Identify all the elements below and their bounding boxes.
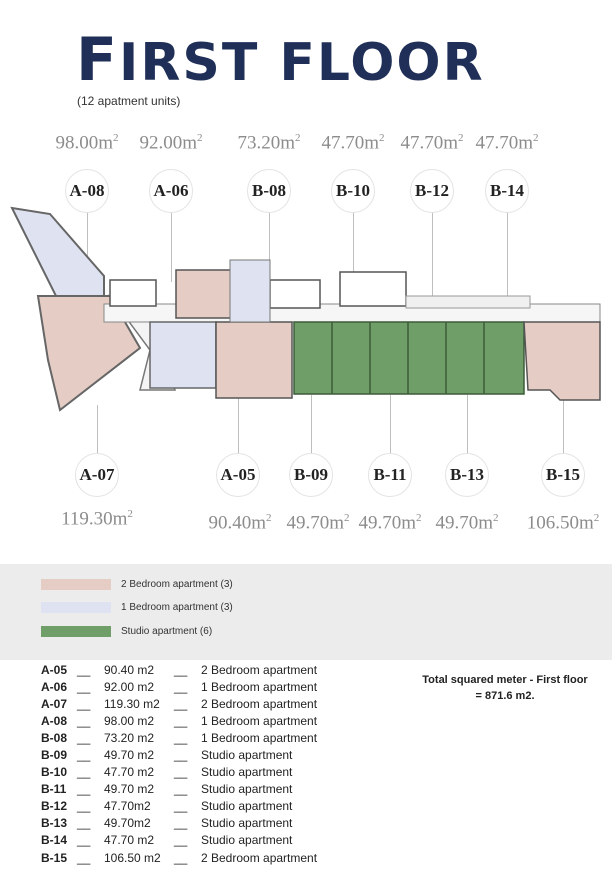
area-bottom-a07 xyxy=(61,508,133,530)
separator: __ xyxy=(174,833,188,848)
separator: __ xyxy=(77,816,91,831)
legend-label: Studio apartment (6) xyxy=(121,626,213,637)
unit-label-b11[interactable]: B-11 xyxy=(368,453,412,497)
unit-type: 2 Bedroom apartment xyxy=(201,696,318,711)
unit-code: B-15 xyxy=(41,850,68,865)
unit-row xyxy=(41,678,317,695)
unit-code: B-14 xyxy=(41,833,68,848)
unit-area: 49.70m2 xyxy=(104,816,151,831)
unit-code: B-12 xyxy=(41,799,68,814)
area-bottom-b09 xyxy=(286,512,349,534)
unit-type: Studio apartment xyxy=(201,816,293,831)
wing-left-a08 xyxy=(12,208,104,296)
unit-area: 47.70 m2 xyxy=(104,765,155,780)
unit-code: B-08 xyxy=(41,730,68,745)
area-unit-sup: 2 xyxy=(493,512,499,524)
separator: __ xyxy=(174,662,188,677)
unit-code: A-05 xyxy=(41,662,68,677)
area-value: 119.30m xyxy=(61,508,128,530)
title-rest: IRST FLOOR xyxy=(119,33,485,93)
area-value: 49.70m xyxy=(435,512,494,534)
legend-item-2br xyxy=(41,579,233,590)
area-value: 49.70m xyxy=(358,512,417,534)
unit-row xyxy=(41,712,317,729)
area-value: 92.00m xyxy=(139,132,198,154)
unit-area: 90.40 m2 xyxy=(104,662,155,677)
unit-type: Studio apartment xyxy=(201,765,293,780)
unit-area: 47.70 m2 xyxy=(104,833,155,848)
unit-type: 1 Bedroom apartment xyxy=(201,679,318,694)
area-unit-sup: 2 xyxy=(458,132,464,144)
unit-label-b10[interactable]: B-10 xyxy=(331,169,375,213)
unit-row xyxy=(41,661,317,678)
unit-area: 98.00 m2 xyxy=(104,713,155,728)
unit-list xyxy=(41,661,317,866)
unit-code: B-10 xyxy=(41,765,68,780)
area-unit-sup: 2 xyxy=(593,512,600,524)
area-top-b14 xyxy=(475,132,538,154)
area-unit-sup: 2 xyxy=(344,512,350,524)
separator: __ xyxy=(77,713,91,728)
unit-label-b15[interactable]: B-15 xyxy=(541,453,585,497)
separator: __ xyxy=(174,799,188,814)
legend-swatch xyxy=(41,579,111,590)
legend-label: 2 Bedroom apartment (3) xyxy=(121,579,233,590)
unit-label-b08[interactable]: B-08 xyxy=(247,169,291,213)
area-unit-sup: 2 xyxy=(533,132,539,144)
unit-area: 119.30 m2 xyxy=(104,696,160,711)
unit-row xyxy=(41,815,317,832)
unit-a05b-block xyxy=(216,322,292,398)
upper-corridor xyxy=(406,296,530,308)
unit-type: Studio apartment xyxy=(201,748,293,763)
area-value: 98.00m xyxy=(55,132,114,154)
unit-code: B-13 xyxy=(41,816,68,831)
separator: __ xyxy=(77,696,91,711)
area-unit-sup: 2 xyxy=(416,512,422,524)
unit-a05-block xyxy=(150,322,216,388)
unit-label-a08[interactable]: A-08 xyxy=(65,169,109,213)
area-unit-sup: 2 xyxy=(266,512,272,524)
separator: __ xyxy=(77,799,91,814)
separator: __ xyxy=(174,679,188,694)
legend-swatch xyxy=(41,626,111,637)
page-subtitle: (12 apatment units) xyxy=(77,94,181,108)
unit-row xyxy=(41,746,317,763)
separator: __ xyxy=(77,765,91,780)
page-title: FIRST FLOOR xyxy=(76,25,485,95)
area-unit-sup: 2 xyxy=(379,132,385,144)
area-bottom-a05 xyxy=(208,512,271,534)
unit-code: B-09 xyxy=(41,748,68,763)
area-bottom-b11 xyxy=(358,512,421,534)
separator: __ xyxy=(174,782,188,797)
unit-label-a07[interactable]: A-07 xyxy=(75,453,119,497)
stair-core-right xyxy=(340,272,406,306)
unit-type: 1 Bedroom apartment xyxy=(201,713,318,728)
unit-row xyxy=(41,798,317,815)
separator: __ xyxy=(77,850,91,865)
area-value: 47.70m xyxy=(475,132,534,154)
unit-code: A-06 xyxy=(41,679,68,694)
area-top-b08 xyxy=(237,132,300,154)
total-area xyxy=(375,672,612,704)
unit-code: A-08 xyxy=(41,713,68,728)
unit-label-b13[interactable]: B-13 xyxy=(445,453,489,497)
area-value: 106.50m xyxy=(526,512,594,534)
legend-item-1br xyxy=(41,602,233,613)
unit-area: 92.00 m2 xyxy=(104,679,155,694)
unit-row xyxy=(41,695,317,712)
unit-label-a06[interactable]: A-06 xyxy=(149,169,193,213)
area-unit-sup: 2 xyxy=(127,508,133,520)
separator: __ xyxy=(174,816,188,831)
unit-area: 73.20 m2 xyxy=(104,730,155,745)
unit-type: Studio apartment xyxy=(201,833,293,848)
separator: __ xyxy=(174,748,188,763)
floor-plan xyxy=(0,200,612,420)
unit-area: 49.70 m2 xyxy=(104,782,155,797)
unit-code: B-11 xyxy=(41,782,67,797)
total-label: Total squared meter - First floor xyxy=(422,674,588,686)
separator: __ xyxy=(77,662,91,677)
unit-area: 47.70m2 xyxy=(104,799,151,814)
unit-row xyxy=(41,764,317,781)
area-value: 49.70m xyxy=(286,512,345,534)
stair-core-left xyxy=(110,280,156,306)
separator: __ xyxy=(174,765,188,780)
studio-block xyxy=(294,322,524,394)
unit-type: Studio apartment xyxy=(201,782,293,797)
unit-row xyxy=(41,781,317,798)
unit-area: 49.70 m2 xyxy=(104,748,155,763)
total-value: = 871.6 m2. xyxy=(475,690,535,702)
area-top-a08 xyxy=(55,132,118,154)
unit-area: 106.50 m2 xyxy=(104,850,161,865)
separator: __ xyxy=(174,730,188,745)
unit-code: A-07 xyxy=(41,696,68,711)
separator: __ xyxy=(174,713,188,728)
area-value: 47.70m xyxy=(400,132,459,154)
unit-label-b14[interactable]: B-14 xyxy=(485,169,529,213)
separator: __ xyxy=(77,782,91,797)
separator: __ xyxy=(77,730,91,745)
unit-type: Studio apartment xyxy=(201,799,293,814)
unit-type: 2 Bedroom apartment xyxy=(201,850,318,865)
stair-core-mid xyxy=(270,280,320,308)
area-top-a06 xyxy=(139,132,202,154)
separator: __ xyxy=(174,850,188,865)
unit-label-b09[interactable]: B-09 xyxy=(289,453,333,497)
separator: __ xyxy=(77,748,91,763)
unit-type: 1 Bedroom apartment xyxy=(201,730,318,745)
area-value: 90.40m xyxy=(208,512,267,534)
area-value: 73.20m xyxy=(237,132,296,154)
unit-label-a05[interactable]: A-05 xyxy=(216,453,260,497)
area-top-b12 xyxy=(400,132,463,154)
legend-label: 1 Bedroom apartment (3) xyxy=(121,602,233,613)
area-unit-sup: 2 xyxy=(113,132,119,144)
separator: __ xyxy=(77,679,91,694)
unit-b15-block xyxy=(524,322,600,400)
area-value: 47.70m xyxy=(321,132,380,154)
separator: __ xyxy=(174,696,188,711)
area-bottom-b15 xyxy=(527,512,600,534)
area-unit-sup: 2 xyxy=(295,132,301,144)
area-bottom-b13 xyxy=(435,512,498,534)
legend-item-studio xyxy=(41,626,212,637)
unit-row xyxy=(41,832,317,849)
legend-swatch xyxy=(41,602,111,613)
unit-label-b12[interactable]: B-12 xyxy=(410,169,454,213)
unit-type: 2 Bedroom apartment xyxy=(201,662,318,677)
separator: __ xyxy=(77,833,91,848)
unit-row xyxy=(41,729,317,746)
unit-row xyxy=(41,849,317,866)
area-top-b10 xyxy=(321,132,384,154)
area-unit-sup: 2 xyxy=(197,132,203,144)
unit-b08-block xyxy=(230,260,270,322)
